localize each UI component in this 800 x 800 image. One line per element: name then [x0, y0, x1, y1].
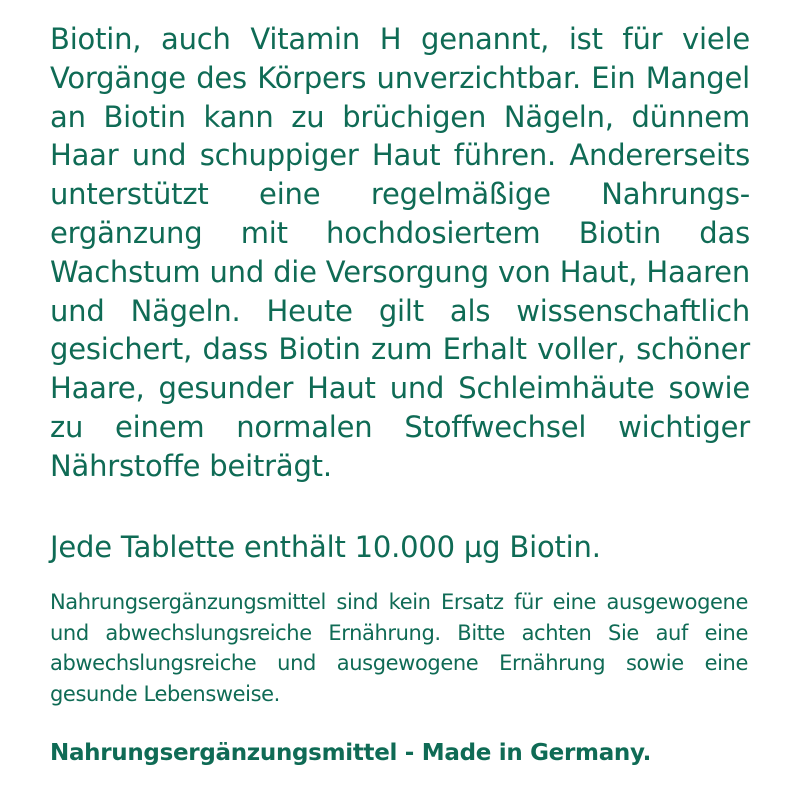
dosage-statement: Jede Tablette enthält 10.000 µg Biotin. [50, 530, 601, 564]
supplement-disclaimer: Nahrungsergänzungsmittel sind kein Ersatz für eine ausgewogene und abwechslungsreiche Ernährung. Bitte achten Sie auf eine abwechslungsreiche und ausgewogene Ernährung sowie eine gesunde Lebensweise. [50, 590, 748, 706]
biotin-description-paragraph: Biotin, auch Vitamin H genannt, ist für viele Vorgänge des Körpers unverzichtbar. Ein Mangel an Biotin kann zu brüchigen Nägeln, dünnem Haar und schuppiger Haut führen. Andererseits unterstützt eine regelmäßige Nahrungs-ergänzung mit hochdosiertem Biotin das Wachstum und die Versorgung von Haut, Haaren und Nägeln. Heute gilt als wissenschaftlich gesichert, dass Biotin zum Erhalt voller, schöner Haare, gesunder Haut und Schleimhäute sowie zu einem normalen Stoffwechsel wichtiger Nährstoffe beiträgt. [50, 22, 750, 483]
footer-origin-note: Nahrungsergänzungsmittel - Made in Germany. [50, 740, 652, 766]
